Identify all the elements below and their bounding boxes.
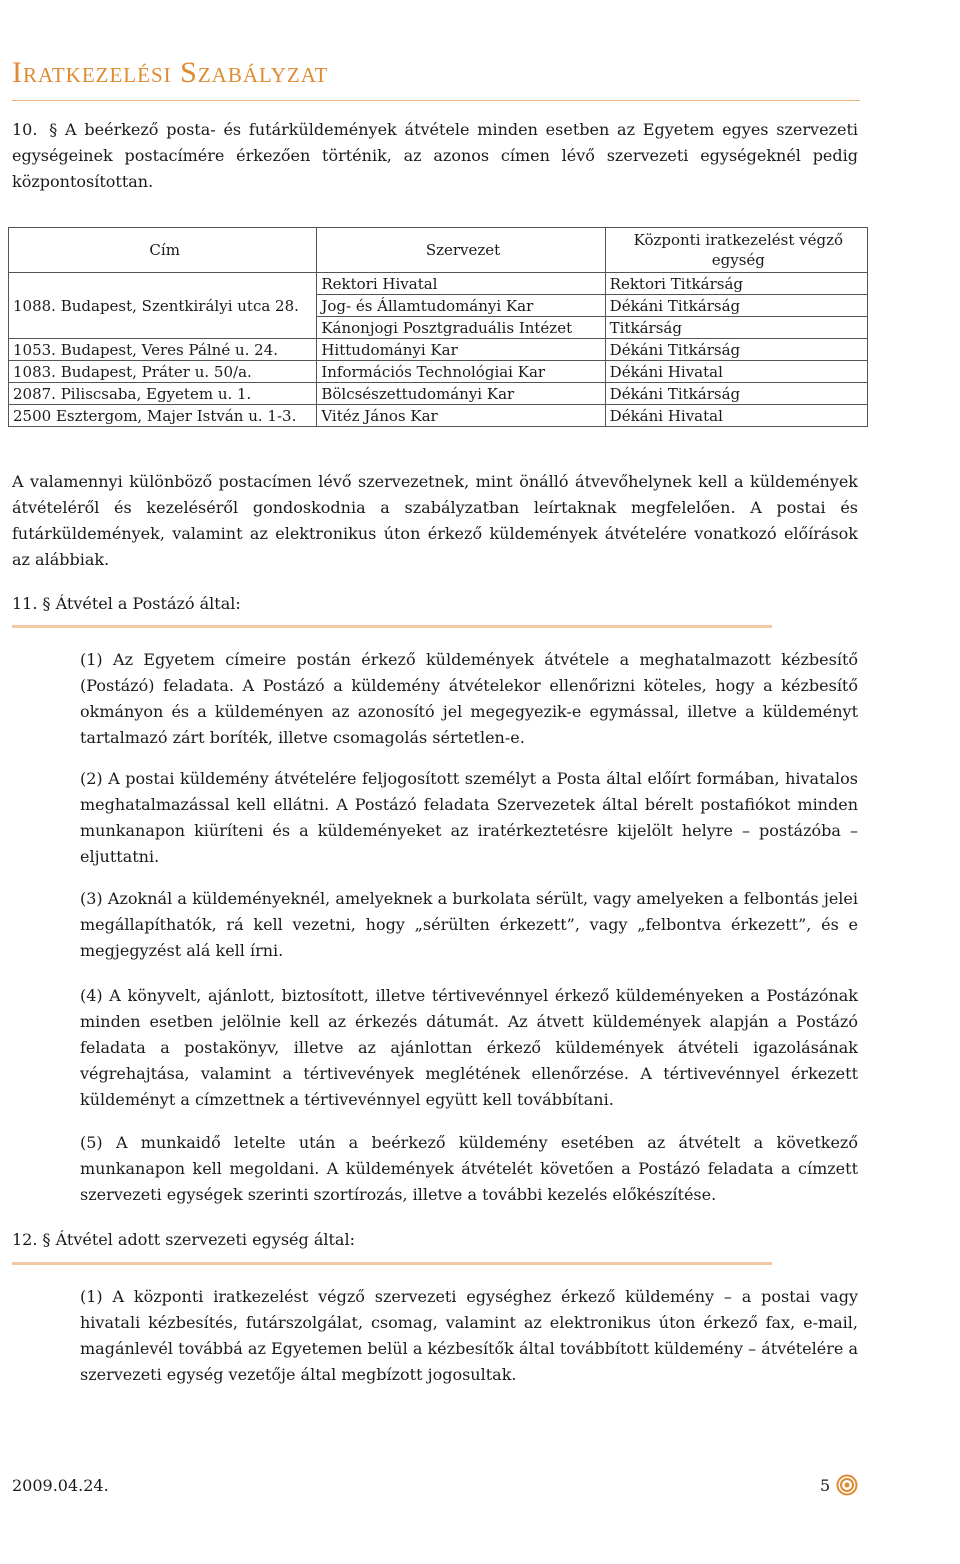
table-cell-unit: Dékáni Hivatal <box>605 405 867 427</box>
table-row <box>9 361 868 383</box>
section-11-paragraph-5: (5) A munkaidő letelte után a beérkező küldemény esetében az átvételt a következő munkanapon kell megoldani. A küldemények átvételét követően a Postázó feladata a címzett szervezeti egységek szerinti szortírozás, illetve a további kezelés előkészítése. <box>80 1133 858 1204</box>
section-11-heading: 11. § Átvétel a Postázó által: <box>12 594 241 613</box>
table-cell-address: 1083. Budapest, Práter u. 50/a. <box>9 361 317 383</box>
table-header-address: Cím <box>9 228 317 273</box>
title-divider <box>12 100 860 101</box>
table-row <box>9 339 868 361</box>
section-10-text: A beérkező posta- és futárküldemények átvétele minden esetben az Egyetem egyes szervezeti egységeinek postacímére érkezően történik, az azonos címen lévő szervezeti egységeknél pedig központosítottan. <box>12 120 859 191</box>
table-cell-organization: Információs Technológiai Kar <box>317 361 605 383</box>
table-row <box>9 405 868 427</box>
concentric-circles-icon <box>836 1474 858 1496</box>
table-cell-address: 1053. Budapest, Veres Pálné u. 24. <box>9 339 317 361</box>
table-cell-unit: Titkárság <box>605 317 867 339</box>
section-10-paragraph <box>12 117 858 195</box>
table-cell-address: 2500 Esztergom, Majer István u. 1-3. <box>9 405 317 427</box>
table-cell-organization: Bölcsészettudományi Kar <box>317 383 605 405</box>
page-title: Iratkezelési Szabályzat <box>12 56 329 89</box>
table-cell-organization: Rektori Hivatal <box>317 273 605 295</box>
section-12-paragraph-1: (1) A központi iratkezelést végző szervezeti egységhez érkező küldemény – a postai vagy hivatali kézbesítés, futárszolgálat, csomag, valamint az elektronikus úton érkező fax, e-mail, magánlevél továbbá az Egyetemen belül a kézbesítők által továbbított küldemény – átvételére a szervezeti egység vezetője által megbízott jogosultak. <box>80 1287 858 1384</box>
table-cell-unit: Dékáni Titkárság <box>605 339 867 361</box>
table-cell-organization: Vitéz János Kar <box>317 405 605 427</box>
table-cell-organization: Hittudományi Kar <box>317 339 605 361</box>
section-12-divider <box>12 1262 772 1265</box>
table-cell-organization: Jog- és Államtudományi Kar <box>317 295 605 317</box>
section-symbol: § <box>49 120 58 139</box>
table-cell-address: 1088. Budapest, Szentkirályi utca 28. <box>9 273 317 339</box>
table-row <box>9 383 868 405</box>
section-10-number: 10. <box>12 120 38 139</box>
intro-paragraph: A valamennyi különböző postacímen lévő szervezetnek, mint önálló átvevőhelynek kell a küldemények átvételéről és kezeléséről gondoskodnia a szabályzatban leírtaknak megfelelően. A postai és futárküldemények, valamint az elektronikus úton érkező küldemények átvételére vonatkozó előírások az alábbiak. <box>12 472 858 569</box>
section-11-paragraph-1: (1) Az Egyetem címeire postán érkező küldemények átvétele a meghatalmazott kézbesítő (Postázó) feladata. A Postázó a küldemény átvételekor ellenőrizni köteles, hogy a kézbesítő okmányon és a küldeményen az azonosító jel megegyezik-e egymással, illetve a küldeményt tartalmazó zárt boríték, illetve csomagolás sértetlen-e. <box>80 650 858 747</box>
table-cell-unit: Rektori Titkárság <box>605 273 867 295</box>
section-11-paragraph-2: (2) A postai küldemény átvételére feljogosított személyt a Posta által előírt formában, hivatalos meghatalmazással kell ellátni. A Postázó feladata Szervezetek által bérelt postafiókot minden munkanapon kiüríteni és a küldeményeket az iratérkeztetésre kijelölt helyre – postázóba – eljuttatni. <box>80 769 858 866</box>
table-header-organization: Szervezet <box>317 228 605 273</box>
table-cell-unit: Dékáni Titkárság <box>605 295 867 317</box>
section-11-paragraph-3: (3) Azoknál a küldeményeknél, amelyeknek a burkolata sérült, vagy amelyeken a felbontás jelei megállapíthatók, rá kell vezetni, hogy „sérülten érkezett”, vagy „felbontva érkezett”, és e megjegyzést alá kell írni. <box>80 889 858 960</box>
table-row <box>9 273 868 295</box>
table-header-unit: Központi iratkezelést végző egység <box>605 228 867 273</box>
footer-date: 2009.04.24. <box>12 1476 109 1495</box>
table-cell-unit: Dékáni Titkárság <box>605 383 867 405</box>
table-cell-address: 2087. Piliscsaba, Egyetem u. 1. <box>9 383 317 405</box>
table-header-row <box>9 228 868 273</box>
table-cell-organization: Kánonjogi Posztgraduális Intézet <box>317 317 605 339</box>
address-table <box>8 227 868 427</box>
table-cell-unit: Dékáni Hivatal <box>605 361 867 383</box>
section-11-paragraph-4: (4) A könyvelt, ajánlott, biztosított, illetve tértivevénnyel érkező küldeményeken a Postázónak minden esetben jelölnie kell az érkezés dátumát. Az átvett küldemények alapján a Postázó feladata a postakönyv, illetve az ajánlottan érkező küldemények átvételi igazolásának végrehajtása, valamint a tértivevények meglétének ellenőrzése. A tértivevénnyel érkezett küldeményt a címzettnek a tértivevénnyel együtt kell továbbítani. <box>80 986 858 1109</box>
footer-page-number: 5 <box>820 1476 831 1495</box>
section-12-heading: 12. § Átvétel adott szervezeti egység által: <box>12 1230 355 1249</box>
section-11-divider <box>12 625 772 628</box>
